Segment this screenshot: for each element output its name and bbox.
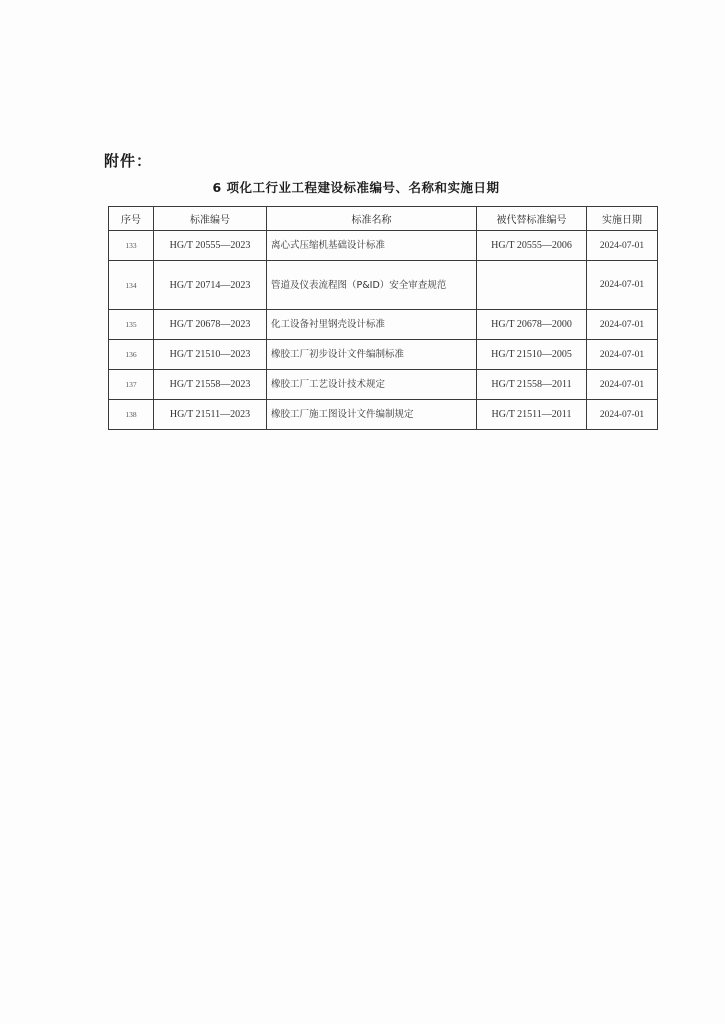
cell-name: 管道及仪表流程图（P&ID）安全审查规范 (267, 261, 477, 310)
document-title: 6 项化工行业工程建设标准编号、名称和实施日期 (212, 180, 500, 195)
standards-table (108, 206, 658, 430)
cell-name: 橡胶工厂施工图设计文件编制规定 (267, 400, 477, 430)
cell-date: 2024-07-01 (587, 231, 658, 261)
cell-date: 2024-07-01 (587, 400, 658, 430)
cell-code: HG/T 20678—2023 (154, 310, 267, 340)
table-row (109, 310, 658, 340)
cell-replaced (477, 261, 587, 310)
cell-name: 离心式压缩机基础设计标准 (267, 231, 477, 261)
table-row (109, 261, 658, 310)
cell-date: 2024-07-01 (587, 340, 658, 370)
cell-seq: 133 (109, 231, 154, 261)
cell-code: HG/T 21510—2023 (154, 340, 267, 370)
cell-name: 橡胶工厂初步设计文件编制标准 (267, 340, 477, 370)
cell-replaced: HG/T 20555—2006 (477, 231, 587, 261)
cell-seq: 134 (109, 261, 154, 310)
cell-code: HG/T 20555—2023 (154, 231, 267, 261)
cell-name: 化工设备衬里钢壳设计标准 (267, 310, 477, 340)
cell-replaced: HG/T 21510—2005 (477, 340, 587, 370)
table-row (109, 340, 658, 370)
cell-date: 2024-07-01 (587, 261, 658, 310)
cell-name: 橡胶工厂工艺设计技术规定 (267, 370, 477, 400)
header-replaced: 被代替标准编号 (477, 207, 587, 231)
cell-replaced: HG/T 21558—2011 (477, 370, 587, 400)
cell-date: 2024-07-01 (587, 310, 658, 340)
cell-replaced: HG/T 21511—2011 (477, 400, 587, 430)
cell-seq: 136 (109, 340, 154, 370)
cell-code: HG/T 21558—2023 (154, 370, 267, 400)
header-code: 标准编号 (154, 207, 267, 231)
header-date: 实施日期 (587, 207, 658, 231)
cell-code: HG/T 20714—2023 (154, 261, 267, 310)
attachment-label: 附件： (104, 152, 153, 170)
cell-seq: 138 (109, 400, 154, 430)
cell-seq: 135 (109, 310, 154, 340)
table-body (109, 231, 658, 430)
cell-date: 2024-07-01 (587, 370, 658, 400)
table-row (109, 400, 658, 430)
header-seq: 序号 (109, 207, 154, 231)
header-row (109, 207, 658, 231)
cell-code: HG/T 21511—2023 (154, 400, 267, 430)
table-row (109, 231, 658, 261)
header-name: 标准名称 (267, 207, 477, 231)
table-row (109, 370, 658, 400)
table-header (109, 207, 658, 231)
cell-seq: 137 (109, 370, 154, 400)
cell-replaced: HG/T 20678—2000 (477, 310, 587, 340)
